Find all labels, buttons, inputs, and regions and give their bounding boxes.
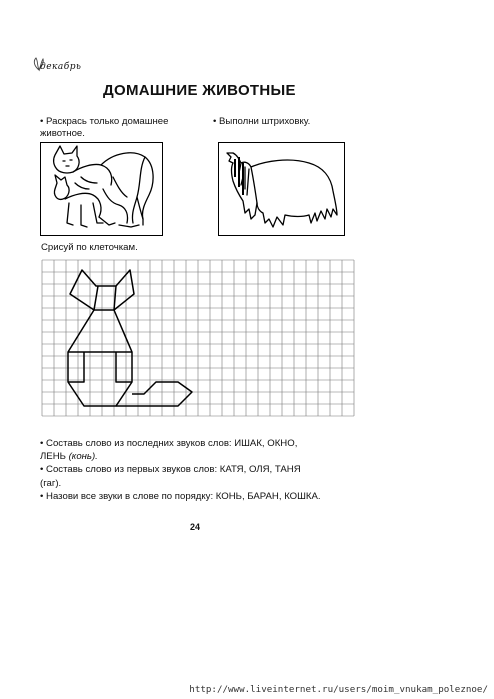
- page-title: ДОМАШНИЕ ЖИВОТНЫЕ: [103, 82, 296, 99]
- goat-outline-drawing: [219, 143, 343, 234]
- bullet: •: [40, 116, 44, 127]
- exercise-list: [40, 437, 370, 503]
- source-url: http://www.liveinternet.ru/users/moim_vnukam_poleznoe/: [189, 684, 488, 695]
- exercise-1-answer: (конь).: [68, 451, 98, 463]
- task-color-text: Раскрась только домашнее животное.: [40, 116, 169, 139]
- exercise-1-text: Составь слово из последних звуков слов: ИШАК, ОКНО,: [46, 438, 298, 449]
- bullet: •: [213, 116, 217, 127]
- exercise-3-text: Назови все звуки в слове по порядку: КОНЬ, БАРАН, КОШКА.: [46, 490, 321, 502]
- animals-coloring-frame: [40, 142, 163, 236]
- copy-grid: [38, 256, 358, 424]
- page-number: 24: [190, 522, 201, 532]
- exercise-2: • Составь слово из первых звуков слов: КАТЯ, ОЛЯ, ТАНЯ: [40, 464, 301, 476]
- task-color-instruction: [40, 116, 210, 140]
- goat-hatching-frame: [218, 142, 345, 236]
- cat-and-squirrel-drawing: [41, 143, 161, 234]
- exercise-3: • Назови все звуки в слове по порядку: КОНЬ, БАРАН, КОШКА.: [40, 490, 321, 502]
- grid-copy-caption: Срисуй по клеточкам.: [41, 242, 138, 253]
- exercise-2-continuation: (гаг).: [40, 477, 62, 489]
- month-label: декабрь: [40, 62, 82, 72]
- task-hatch-instruction: [213, 116, 383, 128]
- exercise-1-continuation: ЛЕНЬ (конь).: [40, 451, 98, 463]
- cat-grid-figure: [68, 270, 192, 406]
- exercise-2-text: Составь слово из первых звуков слов: КАТЯ, ОЛЯ, ТАНЯ: [46, 464, 301, 476]
- exercise-1: • Составь слово из последних звуков слов: ИШАК, ОКНО,: [40, 438, 298, 449]
- task-hatch-text: Выполни штриховку.: [219, 116, 311, 127]
